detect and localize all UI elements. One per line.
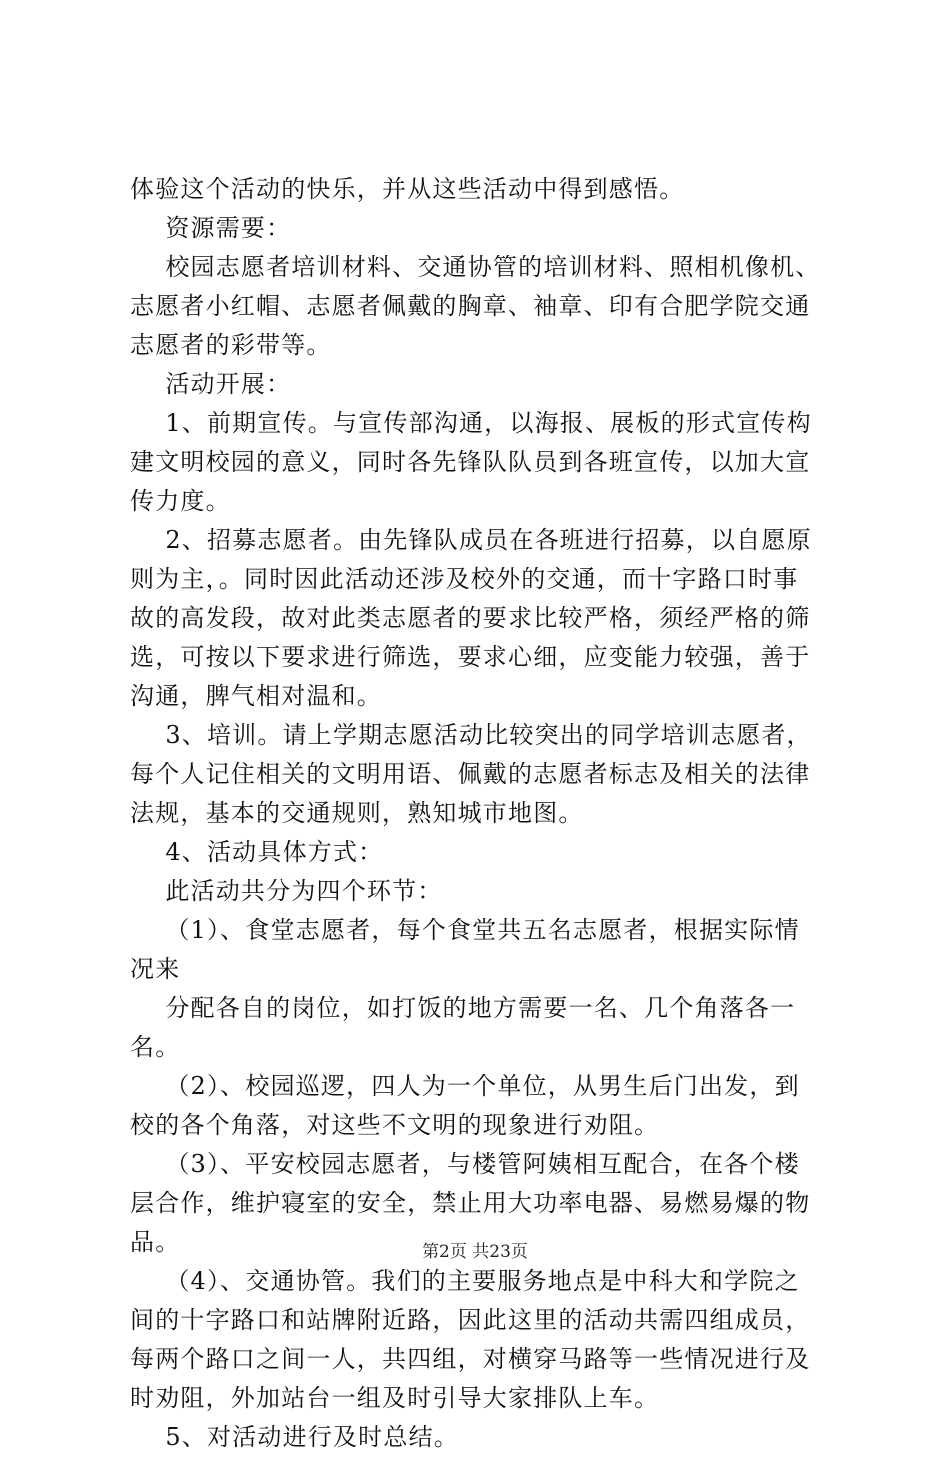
text-line: 选，可按以下要求进行筛选，要求心细，应变能力较强，善于 xyxy=(130,643,811,671)
text-line: 时劝阻，外加站台一组及时引导大家排队上车。 xyxy=(130,1384,660,1412)
text-line: 此活动共分为四个环节： xyxy=(130,877,443,905)
text-line: （2）、校园巡逻，四人为一个单位，从男生后门出发，到 xyxy=(130,1072,800,1100)
text-line: 3、培训。请上学期志愿活动比较突出的同学培训志愿者， xyxy=(130,721,812,749)
text-line: 故的高发段，故对此类志愿者的要求比较严格，须经严格的筛 xyxy=(130,604,811,632)
text-line: 志愿者的彩带等。 xyxy=(130,331,332,359)
text-line: 每个人记住相关的文明用语、佩戴的志愿者标志及相关的法律 xyxy=(130,760,811,788)
text-line: 4、活动具体方式： xyxy=(130,838,384,866)
text-line: 资源需要： xyxy=(130,214,292,242)
text-line: 体验这个活动的快乐，并从这些活动中得到感悟。 xyxy=(130,175,685,203)
page-number-footer: 第2页 共23页 xyxy=(422,1242,528,1262)
text-line: 活动开展： xyxy=(130,370,292,398)
text-line: 法规，基本的交通规则，熟知城市地图。 xyxy=(130,799,584,827)
text-line: 校的各个角落，对这些不文明的现象进行劝阻。 xyxy=(130,1111,660,1139)
text-line: 每两个路口之间一人，共四组，对横穿马路等一些情况进行及 xyxy=(130,1345,811,1373)
text-line: 况来 xyxy=(130,955,181,983)
text-line: 传力度。 xyxy=(130,487,231,515)
text-line: 2、招募志愿者。由先锋队成员在各班进行招募，以自愿原 xyxy=(130,526,812,554)
text-line: 层合作，维护寝室的安全，禁止用大功率电器、易燃易爆的物 xyxy=(130,1189,811,1217)
text-line: 校园志愿者培训材料、交通协管的培训材料、照相机像机、 xyxy=(130,253,821,281)
text-line: 分配各自的岗位，如打饭的地方需要一名、几个角落各一 xyxy=(130,994,796,1022)
text-line: 名。 xyxy=(130,1033,181,1061)
text-line: 建文明校园的意义，同时各先锋队队员到各班宣传，以加大宣 xyxy=(130,448,811,476)
text-line: 沟通，脾气相对温和。 xyxy=(130,682,382,710)
text-line: （3）、平安校园志愿者，与楼管阿姨相互配合，在各个楼 xyxy=(130,1150,800,1178)
text-line: 5、对活动进行及时总结。 xyxy=(130,1423,459,1451)
text-line: 间的十字路口和站牌附近路，因此这里的活动共需四组成员， xyxy=(130,1306,811,1334)
text-line: 志愿者小红帽、志愿者佩戴的胸章、袖章、印有合肥学院交通 xyxy=(130,292,811,320)
text-line: （4）、交通协管。我们的主要服务地点是中科大和学院之 xyxy=(130,1267,800,1295)
text-line: （1）、食堂志愿者，每个食堂共五名志愿者，根据实际情 xyxy=(130,916,800,944)
text-line: 则为主，。同时因此活动还涉及校外的交通，而十字路口时事 xyxy=(130,565,799,593)
text-line: 1、前期宣传。与宣传部沟通，以海报、展板的形式宣传构 xyxy=(130,409,812,437)
text-line: 品。 xyxy=(130,1228,181,1256)
